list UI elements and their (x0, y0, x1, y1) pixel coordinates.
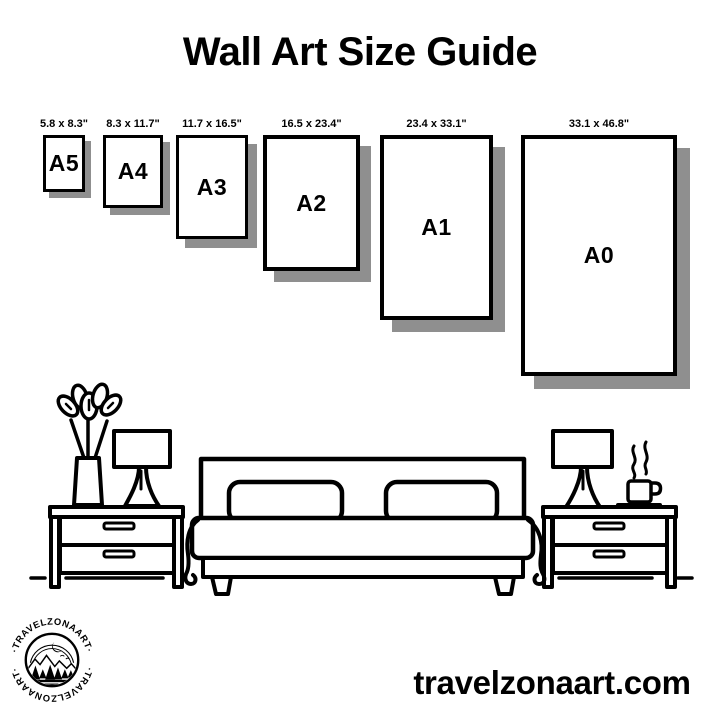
frame-a3 (176, 118, 248, 239)
bedroom-illustration (0, 375, 720, 605)
frame-a4-dimensions: 8.3 x 11.7" (106, 118, 160, 130)
frame-a0-letter: A0 (583, 242, 615, 268)
frame-a2 (263, 118, 360, 271)
nightstand-right-icon (543, 507, 676, 587)
table-lamp-left-icon (114, 431, 170, 506)
frame-a5 (39, 118, 89, 192)
bed-base (203, 558, 523, 577)
bed-icon (185, 459, 544, 594)
frame-a4-paper (103, 135, 163, 208)
frame-a2-dimensions: 16.5 x 23.4" (281, 118, 342, 130)
logo-brand-text-top: ·TRAVELZONAART· (9, 616, 95, 654)
frame-a2-paper (263, 135, 360, 271)
frame-a1 (380, 118, 493, 320)
bed-leg-right (495, 577, 514, 594)
steam-icon (633, 442, 647, 478)
table-lamp-right-icon (553, 431, 612, 507)
frame-a1-letter: A1 (421, 214, 452, 240)
frame-a1-dimensions: 23.4 x 33.1" (406, 118, 467, 130)
website-url: travelzonaart.com (413, 664, 691, 701)
frame-a5-letter: A5 (48, 150, 80, 176)
coffee-cup-icon (618, 442, 661, 505)
duvet (192, 518, 533, 558)
frame-a0-paper (521, 135, 677, 376)
frame-a3-paper (176, 135, 248, 239)
frame-a0 (521, 118, 677, 376)
frame-a5-paper (43, 135, 85, 192)
frame-a3-dimensions: 11.7 x 16.5" (182, 118, 242, 130)
page-title: Wall Art Size Guide (182, 30, 538, 74)
frame-a2-letter: A2 (296, 189, 327, 216)
logo-brand-text-bottom: ·TRAVELZONAART· (9, 666, 95, 704)
frame-a4 (103, 118, 163, 208)
nightstand-left-icon (50, 507, 183, 587)
bed-leg-left (212, 577, 231, 594)
frame-a0-dimensions: 33.1 x 46.8" (568, 118, 630, 130)
frame-a3-letter: A3 (196, 173, 228, 200)
frame-a5-dimensions: 5.8 x 8.3" (39, 118, 89, 130)
frame-a4-letter: A4 (117, 158, 149, 184)
brand-logo (6, 610, 98, 710)
frame-a1-paper (380, 135, 493, 320)
